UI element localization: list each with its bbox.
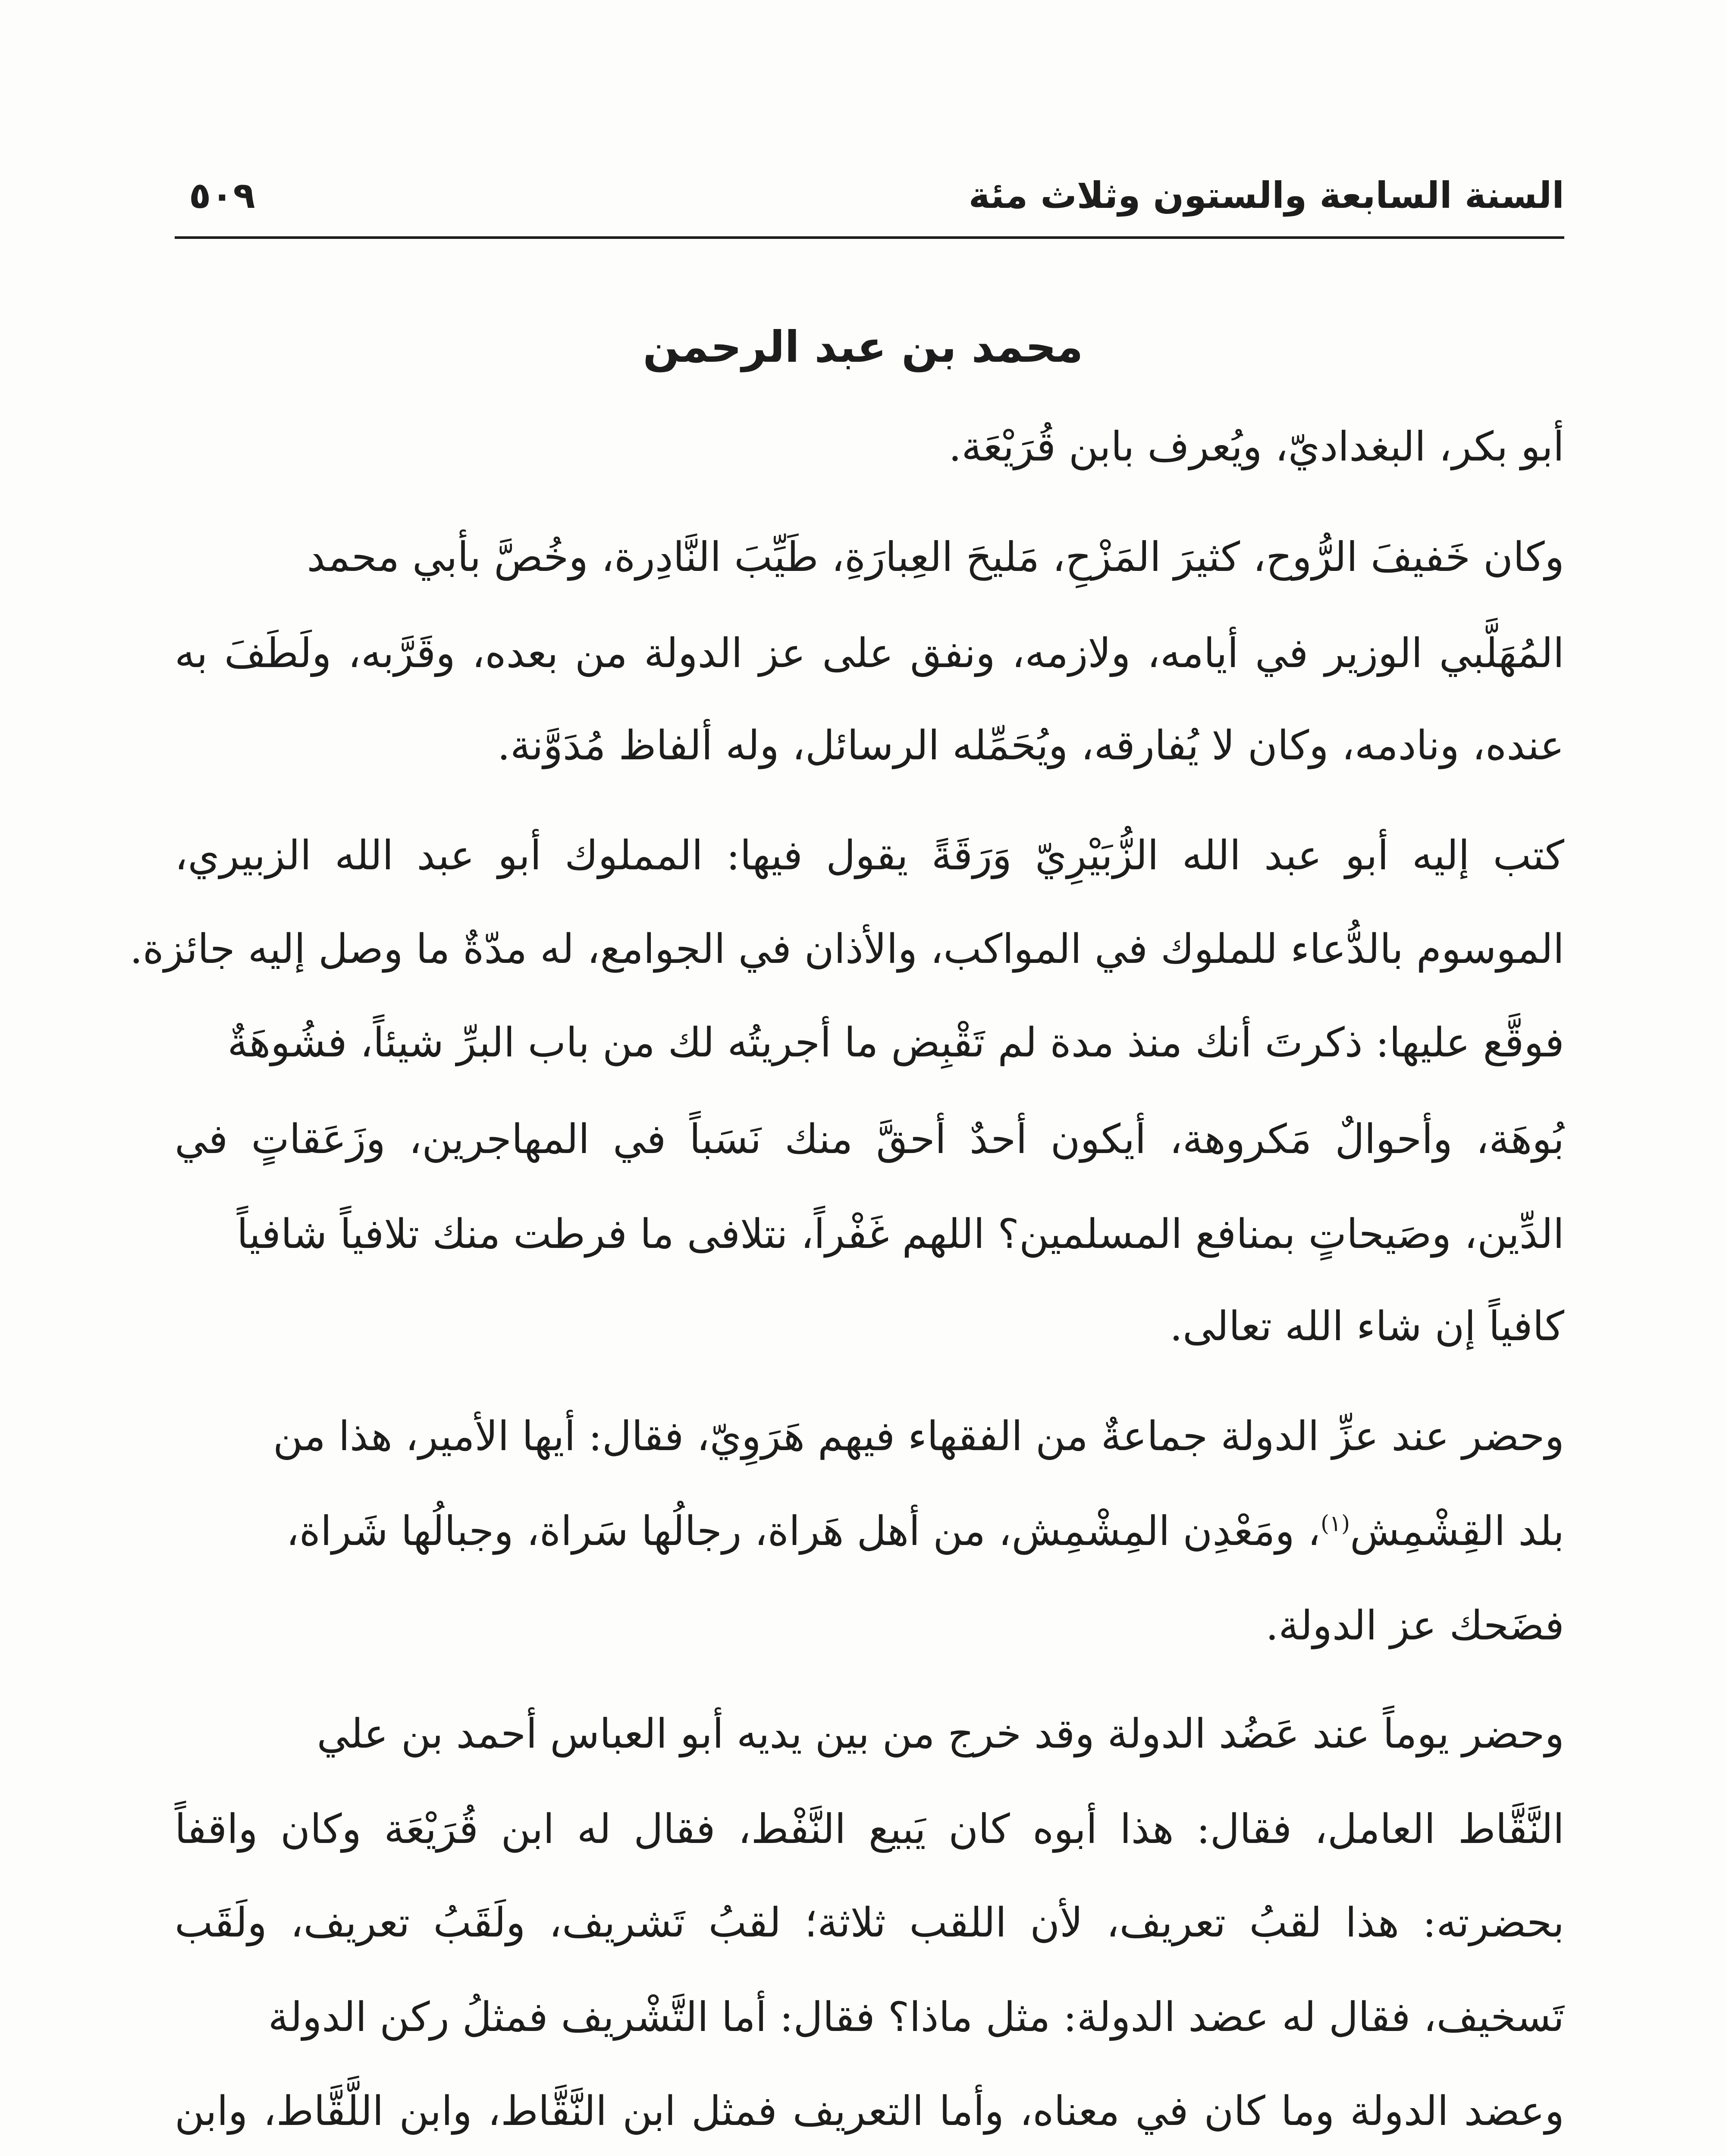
text-line: المُهَلَّبي الوزير في أيامه، ولازمه، ونفق على عز الدولة من بعده، وقَرَّبه، ولَطَفَ به	[175, 630, 1564, 677]
footnote-ref-1[interactable]: (١)	[1321, 1510, 1350, 1537]
text-line: بحضرته: هذا لقبُ تعريف، لأن اللقب ثلاثة؛ لقبُ تَشريف، ولَقَبُ تعريف، ولَقَب	[175, 1899, 1564, 1946]
text-line: فوقَّع عليها: ذكرتَ أنك منذ مدة لم تَقْبِض ما أجريتُه لك من باب البرِّ شيئاً، فشُوهَةٌ	[227, 1019, 1564, 1066]
text-line: تَسخيف، فقال له عضد الدولة: مثل ماذا؟ فقال: أما التَّشْريف فمثلُ ركن الدولة	[268, 1994, 1564, 2041]
text-line: كافياً إن شاء الله تعالى.	[1170, 1303, 1564, 1350]
text-line: وعضد الدولة وما كان في معناه، وأما التعريف فمثل ابن النَّقَّاط، وابن اللَّقَّاط، وابن	[175, 2088, 1564, 2135]
text-line: فضَحك عز الدولة.	[1265, 1602, 1564, 1649]
text-line: وكان خَفيفَ الرُّوح، كثيرَ المَزْحِ، مَليحَ العِبارَةِ، طَيِّبَ النَّادِرة، وخُصَّ بأبي محمد	[307, 534, 1564, 581]
entry-title: محمد بن عبد الرحمن	[643, 322, 1083, 372]
text-line	[286, 1499, 1564, 1564]
text-line: وحضر يوماً عند عَضُد الدولة وقد خرج من بين يديه أبو العباس أحمد بن علي	[317, 1711, 1564, 1758]
text-line: الموسوم بالدُّعاء للملوك في المواكب، والأذان في الجوامع، له مدّةٌ ما وصل إليه جائزة.	[129, 926, 1564, 973]
text-line: أبو بكر، البغداديّ، ويُعرف بابن قُرَيْعَة.	[948, 423, 1564, 470]
running-title: السنة السابعة والستون وثلاث مئة	[968, 174, 1564, 216]
text-line: وحضر عند عزِّ الدولة جماعةٌ من الفقهاء فيهم هَرَوِيّ، فقال: أيها الأمير، هذا من	[273, 1413, 1564, 1460]
text-line: الدِّين، وصَيحاتٍ بمنافع المسلمين؟ اللهم غَفْراً، نتلافى ما فرطت منك تلافياً شافياً	[237, 1211, 1564, 1258]
page-number: ٥٠٩	[189, 174, 255, 216]
line-continuation: ، ومَعْدِن المِشْمِش، من أهل هَراة، رجالُها سَراة، وجبالُها شَراة،	[286, 1508, 1321, 1555]
header-rule	[175, 236, 1564, 239]
text-line: عنده، ونادمه، وكان لا يُفارقه، ويُحَمِّله الرسائل، وله ألفاظ مُدَوَّنة.	[497, 722, 1564, 769]
footnote-anchor-text: بلد القِشْمِش	[1350, 1508, 1564, 1555]
text-line: كتب إليه أبو عبد الله الزُّبَيْرِيّ وَرَقَةً يقول فيها: المملوك أبو عبد الله الزبيري،	[175, 832, 1564, 879]
text-line: بُوهَة، وأحوالٌ مَكروهة، أيكون أحدٌ أحقَّ منك نَسَباً في المهاجرين، وزَعَقاتٍ في	[175, 1116, 1564, 1163]
text-line: النَّقَّاط العامل، فقال: هذا أبوه كان يَبيع النَّفْط، فقال له ابن قُرَيْعَة وكان واقفاً	[175, 1806, 1564, 1853]
